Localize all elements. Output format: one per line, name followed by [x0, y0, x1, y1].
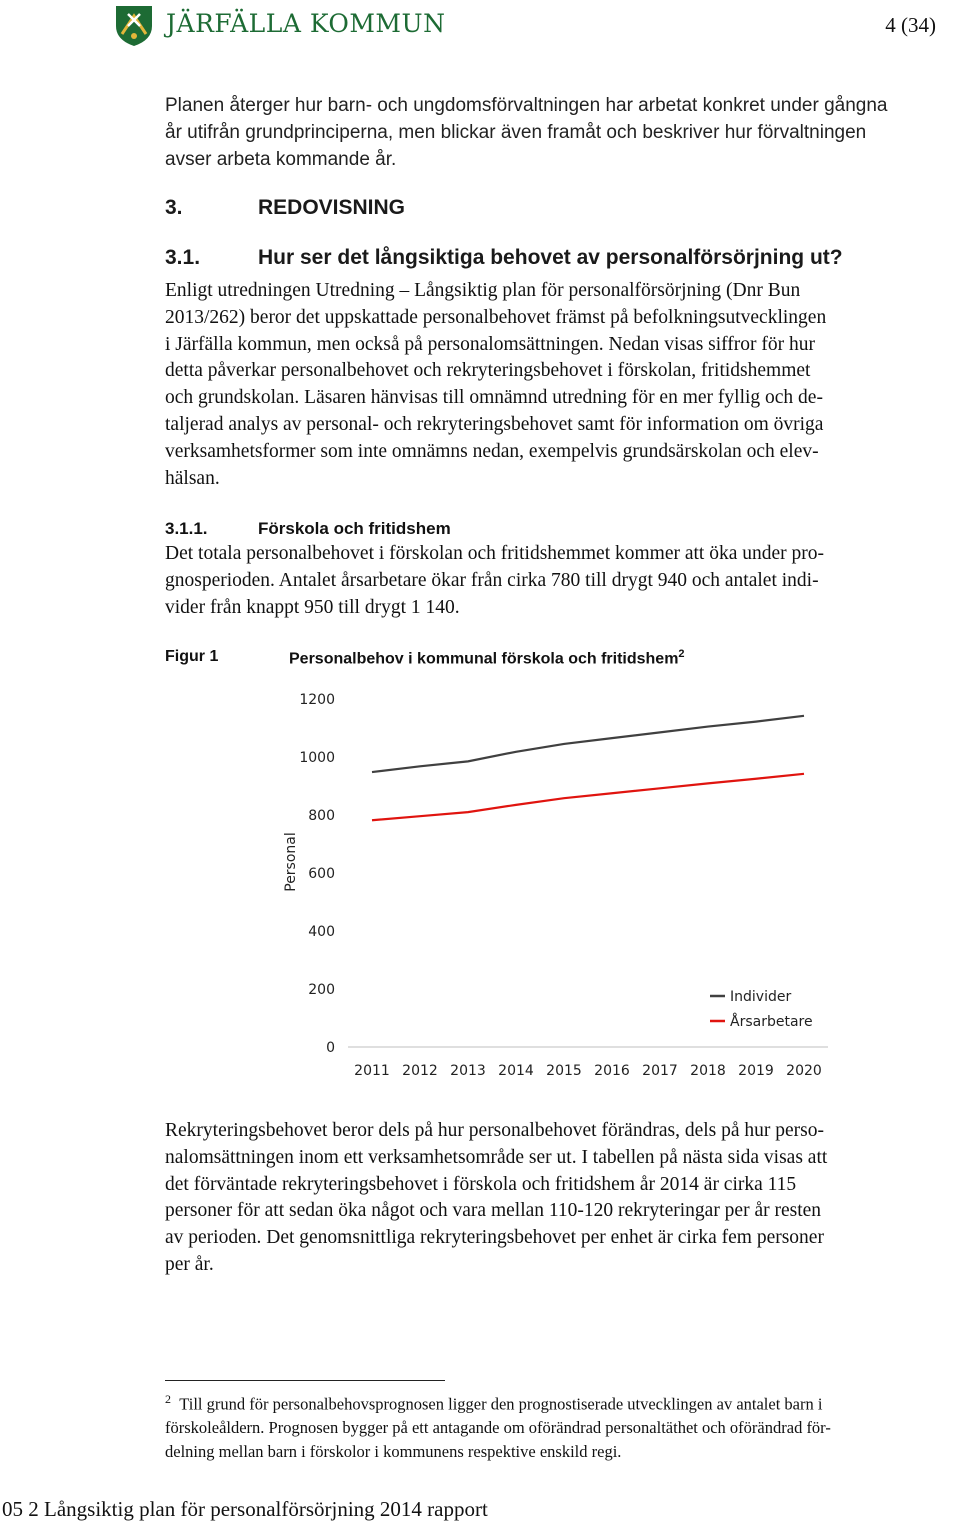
paragraph-2 [165, 541, 824, 621]
figure-caption-text: Personalbehov i kommunal förskola och fritidshem [289, 650, 679, 668]
footer-document-name: 05 2 Långsiktig plan för personalförsörjning 2014 rapport [2, 1497, 488, 1521]
intro-paragraph [165, 93, 887, 173]
y-tick-label: 800 [308, 808, 335, 824]
x-tick-label: 2015 [546, 1063, 582, 1079]
text-line: det förväntade rekryteringsbehovet i förskola och fritidshem år 2014 är cirka 115 [165, 1173, 797, 1195]
y-tick-label: 600 [308, 866, 335, 882]
y-tick-label: 400 [308, 924, 335, 940]
section-title: REDOVISNING [258, 196, 406, 219]
legend-label: Individer [730, 989, 792, 1005]
footnote-reference: 2 [678, 648, 685, 660]
x-tick-label: 2012 [402, 1063, 438, 1079]
text-line: per år. [165, 1253, 214, 1275]
paragraph-3 [165, 1118, 827, 1279]
text-line: detta påverkar personalbehovet och rekryteringsbehovet i förskolan, fritidshemmet [165, 360, 811, 382]
text-line: nalomsättningen inom ett verksamhetsområde ser ut. I tabellen på nästa sida visas att [165, 1146, 828, 1168]
text-line: personer för att sedan öka något och vara mellan 110-120 rekryteringar per år resten [165, 1200, 822, 1222]
section-number: 3. [165, 196, 183, 219]
coat-of-arms-icon [114, 4, 154, 48]
text-line: avser arbeta kommande år. [165, 148, 397, 170]
footnote-text: Till grund för personalbehovsprognosen ligger den prognostiserade utvecklingen av antalet barn i [179, 1394, 823, 1414]
line-chart [260, 682, 860, 1082]
x-tick-label: 2013 [450, 1063, 486, 1079]
y-axis-label: Personal [283, 832, 299, 892]
x-tick-label: 2011 [354, 1063, 390, 1079]
subsection-number: 3.1. [165, 246, 201, 269]
footnote-separator [165, 1380, 445, 1381]
text-line: i Järfälla kommun, men också på personalomsättningen. Nedan visas siffror för hur [165, 333, 816, 355]
y-tick-label: 200 [308, 982, 335, 998]
text-line: hälsan. [165, 467, 220, 489]
y-tick-label: 1000 [299, 750, 335, 766]
text-line: Det totala personalbehovet i förskolan och fritidshemmet kommer att öka under pro- [165, 543, 825, 564]
figure-label: Figur 1 [165, 648, 219, 665]
x-tick-label: 2019 [738, 1063, 774, 1079]
text-line: år utifrån grundprinciperna, men blickar även framåt och beskriver hur förvaltningen [165, 121, 867, 143]
y-tick-label: 1200 [299, 692, 335, 708]
text-line: Enligt utredningen Utredning – Långsiktig plan för personalförsörjning (Dnr Bun [165, 280, 801, 301]
text-line: och grundskolan. Läsaren hänvisas till omnämnd utredning för en mer fyllig och de- [165, 387, 823, 409]
paragraph-1 [165, 278, 826, 492]
footnote-line [165, 1388, 831, 1416]
text-line: gnosperioden. Antalet årsarbetare ökar från cirka 780 till drygt 940 och antalet indi- [165, 569, 819, 591]
footnote-line: delning mellan barn i förskolor i kommunens respektive enskild regi. [165, 1441, 622, 1461]
x-tick-label: 2014 [498, 1063, 534, 1079]
text-line: Rekryteringsbehovet beror dels på hur personalbehovet förändras, dels på hur perso- [165, 1120, 824, 1141]
x-tick-label: 2017 [642, 1063, 678, 1079]
text-line: Planen återger hur barn- och ungdomsförvaltningen har arbetat konkret under gångna [165, 95, 888, 116]
footnote [165, 1388, 831, 1463]
organization-name: JÄRFÄLLA KOMMUN [166, 9, 446, 38]
figure-caption [289, 648, 685, 668]
x-tick-label: 2016 [594, 1063, 630, 1079]
subsection-title: Hur ser det långsiktiga behovet av personalförsörjning ut? [258, 246, 843, 269]
legend-label: Årsarbetare [730, 1014, 813, 1030]
series-line-arsarbetare [372, 774, 804, 820]
x-tick-label: 2018 [690, 1063, 726, 1079]
text-line: vider från knappt 950 till drygt 1 140. [165, 596, 460, 618]
text-line: taljerad analys av personal- och rekryteringsbehovet samt för information om övriga [165, 413, 824, 435]
series-line-individer [372, 716, 804, 772]
footnote-number: 2 [165, 1392, 171, 1406]
y-tick-label: 0 [326, 1040, 335, 1056]
subsubsection-title: Förskola och fritidshem [258, 519, 451, 538]
subsubsection-number: 3.1.1. [165, 519, 208, 538]
page-number: 4 (34) [885, 13, 936, 37]
x-tick-label: 2020 [786, 1063, 822, 1079]
text-line: 2013/262) beror det uppskattade personalbehovet främst på befolkningsutvecklingen [165, 306, 827, 328]
footnote-line: förskoleåldern. Prognosen bygger på ett antagande om oförändrad personaltäthet och oförändrad för- [165, 1418, 831, 1437]
text-line: av perioden. Det genomsnittliga rekryteringsbehovet per enhet är cirka fem personer [165, 1227, 824, 1249]
text-line: verksamhetsformer som inte omnämns nedan, exempelvis grundsärskolan och elev- [165, 440, 819, 462]
